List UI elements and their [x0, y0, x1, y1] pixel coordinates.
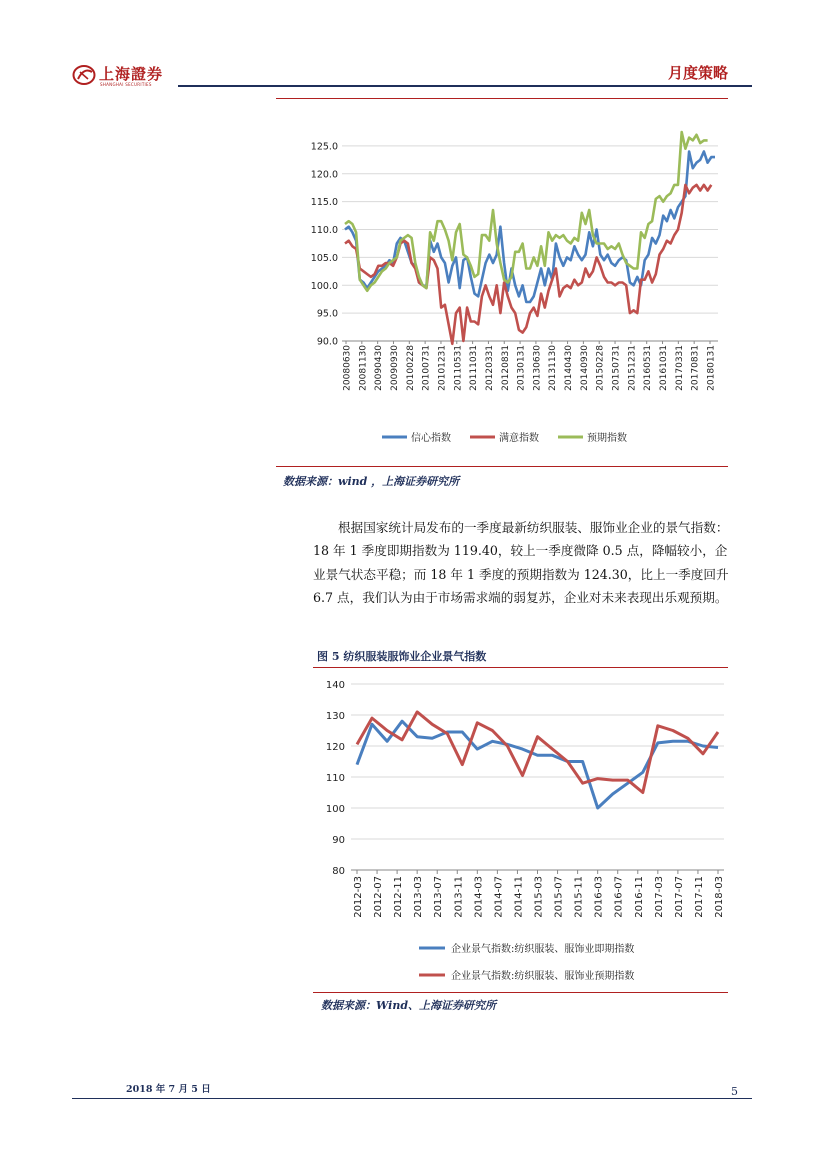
x-tick-label: 2016-07	[613, 876, 625, 918]
logo-subtitle: SHANGHAI SECURITIES	[100, 82, 152, 87]
header-title: 月度策略	[668, 64, 729, 82]
figure2-source: 数据来源：Wind、上海证券研究所	[321, 999, 497, 1012]
x-tick-label: 20180131	[706, 345, 717, 391]
x-tick-label: 2012-11	[393, 876, 405, 918]
figure1-bottom-rule	[276, 466, 728, 467]
x-tick-label: 20081130	[358, 345, 369, 391]
logo-emblem-icon	[72, 64, 98, 86]
y-tick-label: 115.0	[310, 197, 338, 209]
figure1-top-rule	[276, 98, 728, 99]
x-tick-label: 20150228	[595, 345, 606, 391]
x-tick-label: 20170831	[690, 345, 701, 391]
x-tick-label: 20090930	[389, 345, 400, 391]
x-tick-label: 2017-07	[673, 876, 685, 918]
x-tick-label: 2017-03	[653, 876, 665, 918]
legend-label: 满意指数	[499, 433, 539, 444]
x-tick-label: 20161031	[659, 345, 670, 391]
x-tick-label: 2015-11	[573, 876, 585, 918]
x-tick-label: 20160531	[643, 345, 654, 391]
x-tick-label: 2014-03	[473, 876, 485, 918]
x-tick-label: 20100731	[421, 345, 432, 391]
y-tick-label: 95.0	[316, 308, 338, 320]
y-tick-label: 120	[325, 742, 345, 753]
y-tick-label: 125.0	[310, 141, 338, 153]
body-paragraph: 根据国家统计局发布的一季度最新纺织服装、服饰业企业的景气指数：18 年 1 季度即期指数为 119.40，较上一季度微降 0.5 点，降幅较小，企业景气状态平稳；而 18 年 1 季度的预期指数为 124.30，比上一季度回升 6.7 点，我们认为由于市场需求端的弱复苏，企业对未来表现出乐观预期。	[313, 520, 729, 605]
x-tick-label: 2016-11	[633, 876, 645, 918]
page-number: 5	[731, 1085, 738, 1098]
footer-date: 2018 年 7 月 5 日	[126, 1084, 211, 1095]
figure2-top-rule	[313, 667, 728, 668]
x-tick-label: 2014-11	[513, 876, 525, 918]
y-tick-label: 120.0	[310, 169, 338, 181]
x-tick-label: 20100228	[405, 345, 416, 391]
x-tick-label: 20120331	[484, 345, 495, 391]
y-tick-label: 100.0	[310, 280, 338, 292]
confidence-index-chart	[300, 110, 730, 455]
footer-rule	[72, 1098, 752, 1099]
series-line-满意指数	[345, 185, 711, 344]
legend-label: 预期指数	[587, 433, 627, 444]
x-tick-label: 2012-07	[373, 876, 385, 918]
y-tick-label: 90.0	[316, 336, 338, 348]
legend-label: 企业景气指数:纺织服装、服饰业预期指数	[451, 971, 635, 982]
x-tick-label: 20130131	[516, 345, 527, 391]
x-tick-label: 2012-03	[353, 876, 364, 918]
x-tick-label: 2017-11	[693, 876, 705, 918]
figure2-bottom-rule	[313, 992, 728, 993]
y-tick-label: 80	[332, 866, 345, 877]
x-tick-label: 20170331	[674, 345, 685, 391]
x-tick-label: 20140430	[564, 345, 575, 391]
x-tick-label: 20090430	[374, 345, 385, 391]
y-tick-label: 90	[332, 835, 345, 846]
legend-label: 企业景气指数:纺织服装、服饰业即期指数	[451, 944, 635, 955]
enterprise-climate-index-chart	[313, 672, 728, 990]
x-tick-label: 20111031	[469, 345, 480, 391]
x-tick-label: 20101231	[437, 345, 448, 391]
x-tick-label: 20131130	[548, 345, 559, 391]
x-tick-label: 2013-11	[453, 876, 465, 918]
x-tick-label: 2016-03	[593, 876, 605, 918]
series-line-企业景气指数:纺织服装、服饰业即期指数	[357, 721, 718, 808]
figure1-source: 数据来源：wind ，上海证券研究所	[283, 475, 460, 488]
x-tick-label: 2013-07	[433, 876, 445, 918]
x-tick-label: 2014-07	[493, 876, 505, 918]
y-tick-label: 130	[325, 711, 345, 722]
series-line-企业景气指数:纺织服装、服饰业预期指数	[357, 712, 718, 793]
y-tick-label: 105.0	[310, 252, 338, 264]
y-tick-label: 110	[325, 773, 345, 784]
x-tick-label: 2013-03	[413, 876, 425, 918]
logo-text: 上海證券	[99, 65, 164, 83]
y-tick-label: 110.0	[310, 225, 338, 237]
x-tick-label: 20140930	[579, 345, 590, 391]
x-tick-label: 20080630	[342, 345, 353, 391]
y-tick-label: 100	[325, 804, 345, 815]
x-tick-label: 20110531	[453, 345, 464, 391]
x-tick-label: 2018-03	[714, 876, 725, 918]
figure2-title: 图 5 纺织服装服饰业企业景气指数	[317, 650, 487, 663]
series-line-预期指数	[345, 132, 708, 291]
x-tick-label: 2015-07	[553, 876, 565, 918]
x-tick-label: 20150731	[611, 345, 622, 391]
y-tick-label: 140	[325, 680, 345, 691]
header-rule	[178, 85, 752, 87]
x-tick-label: 20120831	[500, 345, 511, 391]
x-tick-label: 20130630	[532, 345, 543, 391]
legend-label: 信心指数	[411, 433, 451, 444]
x-tick-label: 2015-03	[533, 876, 545, 918]
x-tick-label: 20151231	[627, 345, 638, 391]
